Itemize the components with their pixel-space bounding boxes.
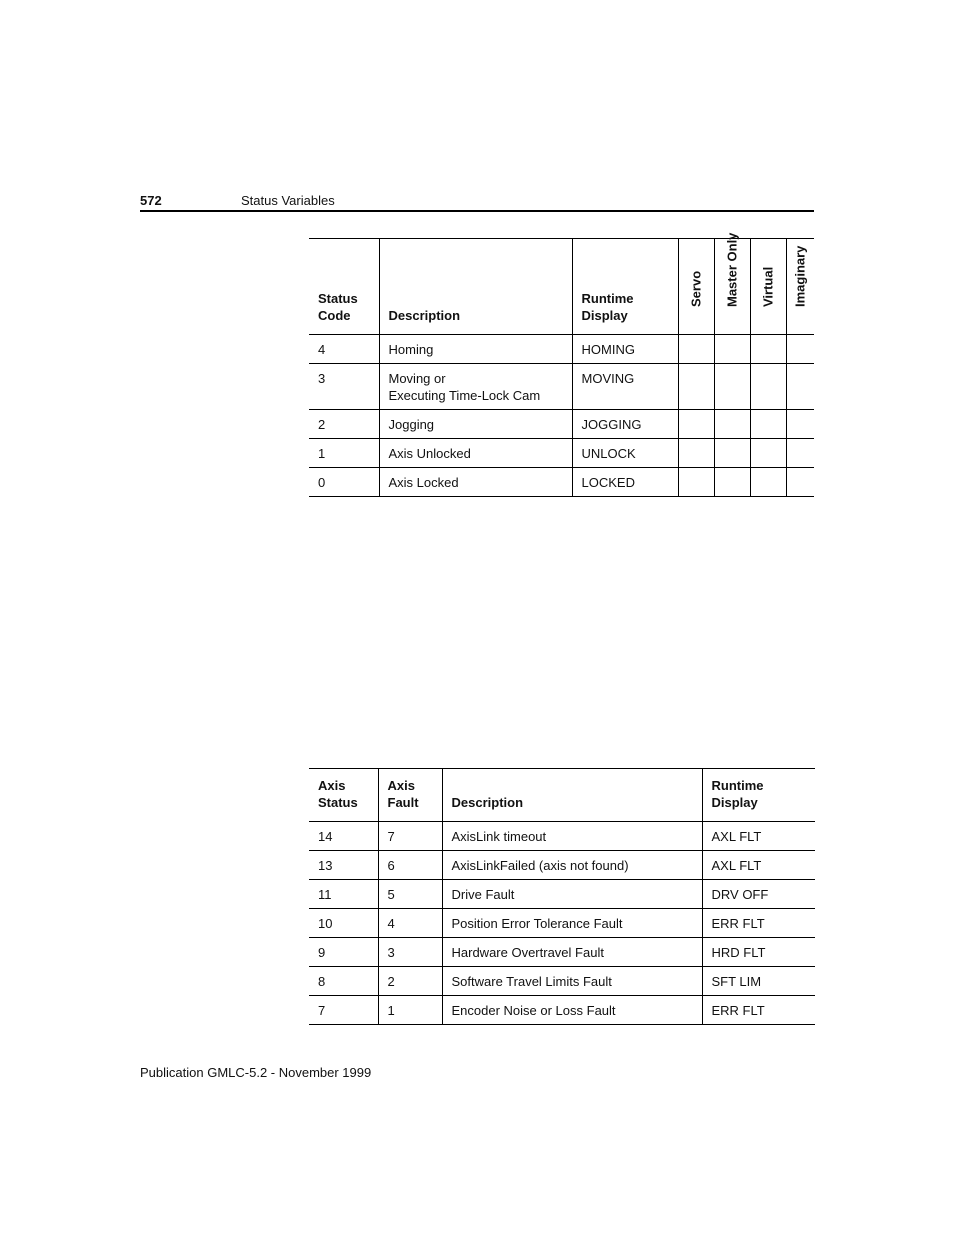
table-row (309, 335, 814, 364)
table-row (309, 410, 814, 439)
axis-status-cell: 8 (309, 967, 378, 996)
table-row (309, 996, 815, 1025)
axis-fault-cell: 7 (378, 822, 442, 851)
servo-cell (678, 364, 714, 410)
servo-cell (678, 410, 714, 439)
table-row (309, 909, 815, 938)
table-row (309, 439, 814, 468)
master-only-cell (714, 410, 750, 439)
publication-footer: Publication GMLC-5.2 - November 1999 (140, 1065, 372, 1080)
axis-status-cell: 14 (309, 822, 378, 851)
runtime-display-cell: HRD FLT (702, 938, 815, 967)
master-only-cell (714, 439, 750, 468)
description-cell: Homing (379, 335, 572, 364)
master-only-cell (714, 335, 750, 364)
header-axis-fault: Axis Fault (378, 769, 442, 822)
description-cell: Moving or Executing Time-Lock Cam (379, 364, 572, 410)
servo-cell (678, 439, 714, 468)
runtime-display-cell: AXL FLT (702, 822, 815, 851)
runtime-display-cell: LOCKED (572, 468, 678, 497)
header-description: Description (442, 769, 702, 822)
master-only-cell (714, 468, 750, 497)
header-virtual: Virtual (750, 239, 786, 335)
imaginary-cell (786, 439, 814, 468)
status-code-cell: 3 (309, 364, 379, 410)
runtime-display-cell: MOVING (572, 364, 678, 410)
axis-status-cell: 9 (309, 938, 378, 967)
axis-fault-cell: 4 (378, 909, 442, 938)
status-code-cell: 1 (309, 439, 379, 468)
virtual-cell (750, 364, 786, 410)
imaginary-cell (786, 410, 814, 439)
table-row (309, 822, 815, 851)
imaginary-cell (786, 335, 814, 364)
runtime-display-cell: AXL FLT (702, 851, 815, 880)
description-cell: Jogging (379, 410, 572, 439)
runtime-display-cell: ERR FLT (702, 996, 815, 1025)
axis-fault-cell: 5 (378, 880, 442, 909)
runtime-display-cell: HOMING (572, 335, 678, 364)
description-cell: Position Error Tolerance Fault (442, 909, 702, 938)
section-title: Status Variables (241, 193, 335, 208)
virtual-cell (750, 410, 786, 439)
table-header-row (309, 769, 815, 822)
axis-fault-cell: 3 (378, 938, 442, 967)
table-row (309, 967, 815, 996)
description-cell: Axis Unlocked (379, 439, 572, 468)
description-cell: Axis Locked (379, 468, 572, 497)
header-status-code: Status Code (309, 239, 379, 335)
table-header-row (309, 239, 814, 335)
axis-fault-table (309, 768, 815, 1025)
axis-fault-cell: 6 (378, 851, 442, 880)
header-master-only: Master Only (714, 239, 750, 335)
runtime-display-cell: UNLOCK (572, 439, 678, 468)
header-servo: Servo (678, 239, 714, 335)
axis-status-cell: 11 (309, 880, 378, 909)
table-row (309, 468, 814, 497)
header-rule (140, 210, 814, 212)
imaginary-cell (786, 468, 814, 497)
runtime-display-cell: DRV OFF (702, 880, 815, 909)
virtual-cell (750, 468, 786, 497)
axis-status-cell: 7 (309, 996, 378, 1025)
status-code-cell: 4 (309, 335, 379, 364)
runtime-display-cell: SFT LIM (702, 967, 815, 996)
virtual-cell (750, 439, 786, 468)
virtual-cell (750, 335, 786, 364)
runtime-display-cell: ERR FLT (702, 909, 815, 938)
page-number: 572 (140, 193, 162, 208)
header-description: Description (379, 239, 572, 335)
header-imaginary: Imaginary (786, 239, 814, 335)
table-row (309, 938, 815, 967)
table-row (309, 880, 815, 909)
description-cell: Encoder Noise or Loss Fault (442, 996, 702, 1025)
runtime-display-cell: JOGGING (572, 410, 678, 439)
status-code-cell: 2 (309, 410, 379, 439)
axis-fault-cell: 2 (378, 967, 442, 996)
header-runtime-display: Runtime Display (702, 769, 815, 822)
servo-cell (678, 335, 714, 364)
header-runtime-display: Runtime Display (572, 239, 678, 335)
header-axis-status: Axis Status (309, 769, 378, 822)
status-code-cell: 0 (309, 468, 379, 497)
description-cell: AxisLink timeout (442, 822, 702, 851)
axis-state-table (309, 232, 814, 497)
axis-fault-cell: 1 (378, 996, 442, 1025)
imaginary-cell (786, 364, 814, 410)
table-row (309, 364, 814, 410)
description-cell: AxisLinkFailed (axis not found) (442, 851, 702, 880)
axis-status-cell: 10 (309, 909, 378, 938)
table-row (309, 851, 815, 880)
axis-status-cell: 13 (309, 851, 378, 880)
master-only-cell (714, 364, 750, 410)
servo-cell (678, 468, 714, 497)
description-cell: Drive Fault (442, 880, 702, 909)
description-cell: Hardware Overtravel Fault (442, 938, 702, 967)
description-cell: Software Travel Limits Fault (442, 967, 702, 996)
